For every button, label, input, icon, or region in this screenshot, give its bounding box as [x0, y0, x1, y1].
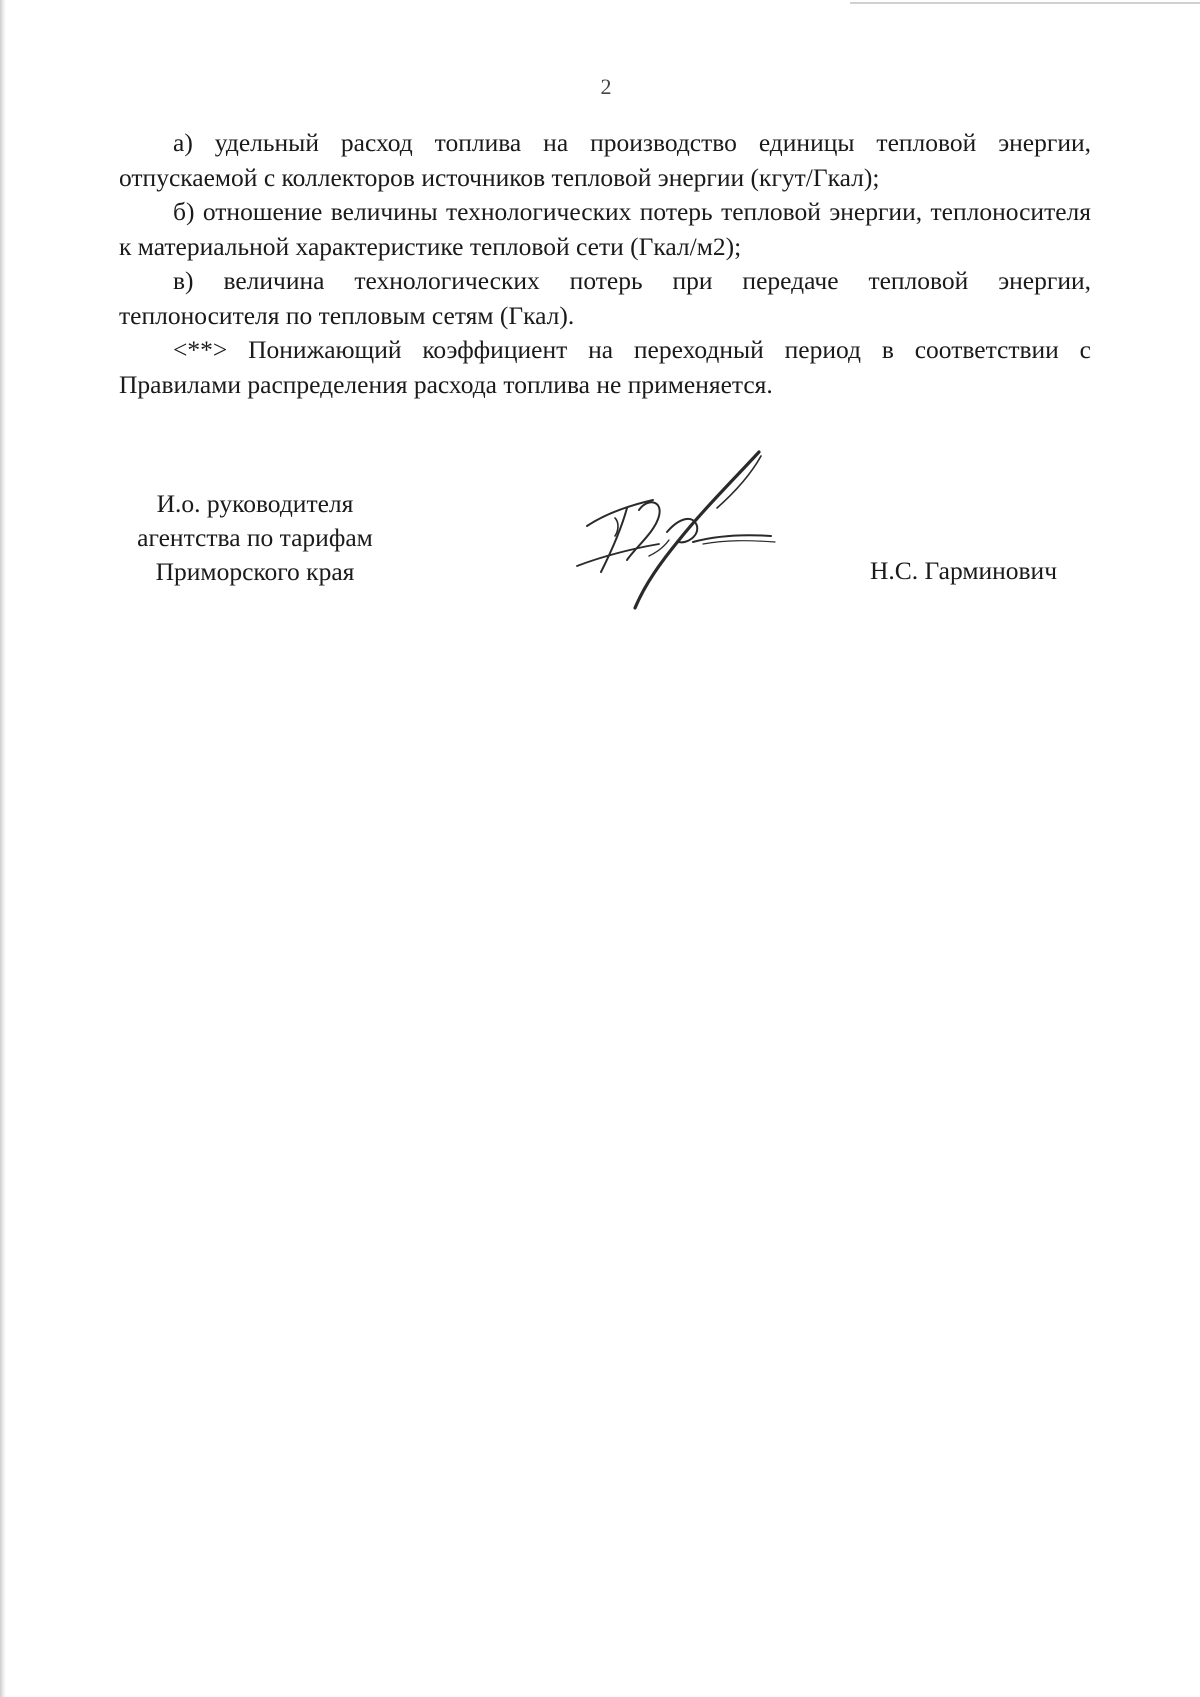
scan-top-edge — [850, 2, 1200, 4]
signer-name: Н.С. Гарминович — [870, 556, 1058, 585]
document-body — [119, 126, 1091, 402]
scan-left-edge — [0, 0, 6, 1697]
paragraph-b: б) отношение величины технологических потерь тепловой энергии, теплоносителя к материальной характеристике тепловой сети (Гкал/м2); — [119, 197, 1091, 261]
paragraph-v: в) величина технологических потерь при передаче тепловой энергии, теплоносителя по тепловым сетям (Гкал). — [119, 266, 1091, 330]
signatory-title-line: И.о. руководителя — [156, 489, 354, 518]
paragraph-a: а) удельный расход топлива на производство единицы тепловой энергии, отпускаемой с коллекторов источников тепловой энергии (кгут/Гкал); — [119, 128, 1091, 192]
signatory-title-line: Приморского края — [155, 557, 355, 586]
footnote-paragraph: <**> Понижающий коэффициент на переходный период в соответствии с Правилами распределения расхода топлива не применяется. — [119, 335, 1091, 399]
signatory-title-line: агентства по тарифам — [137, 523, 373, 552]
signatory-title — [100, 487, 410, 589]
handwritten-signature — [575, 448, 790, 613]
page-number: 2 — [600, 74, 612, 99]
